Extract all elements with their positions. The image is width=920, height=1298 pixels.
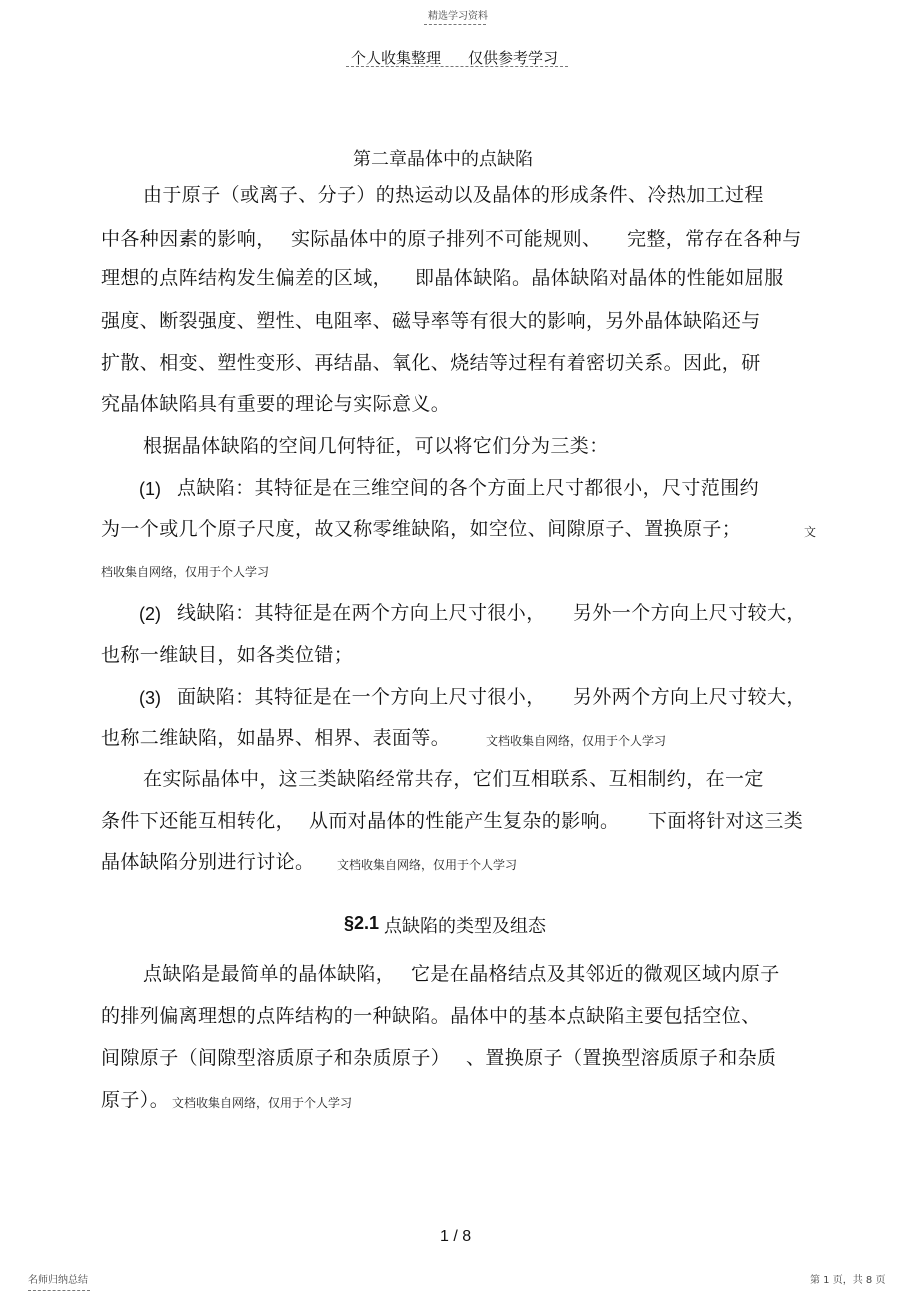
intro-line-6: 究晶体缺陷具有重要的理论与实际意义。 — [101, 393, 451, 415]
item-1-note-b: 档收集自网络，仅用于个人学习 — [101, 565, 270, 579]
point-line-2: 的排列偏离理想的点阵结构的一种缺陷。晶体中的基本点缺陷主要包括空位、 — [101, 1005, 761, 1027]
chapter-title: 第二章晶体中的点缺陷 — [353, 149, 533, 170]
intro-line-2b: 实际晶体中的原子排列不可能规则、 — [291, 228, 602, 250]
item-1-line-1: 点缺陷：其特征是在三维空间的各个方面上尺寸都很小，尺寸范围约 — [177, 477, 760, 499]
item-1-number: (1) — [139, 479, 161, 499]
item-2-line-1a: 线缺陷：其特征是在两个方向上尺寸很小， — [177, 602, 546, 624]
section-number: §2.1 — [344, 913, 380, 933]
coexist-line-2b: 从而对晶体的性能产生复杂的影响。 — [309, 810, 620, 832]
item-1-note-a: 文 — [804, 525, 817, 539]
point-line-1a: 点缺陷是最简单的晶体缺陷， — [143, 963, 396, 985]
intro-line-2a: 中各种因素的影响， — [101, 228, 276, 250]
intro-line-3a: 理想的点阵结构发生偏差的区域， — [101, 267, 393, 289]
point-line-3b: 、置换原子（置换型溶质原子和杂质 — [466, 1047, 777, 1069]
item-2-line-2: 也称一维缺目，如各类位错； — [101, 644, 354, 666]
classify-line: 根据晶体缺陷的空间几何特征，可以将它们分为三类： — [143, 435, 609, 457]
item-3-note: 文档收集自网络，仅用于个人学习 — [486, 734, 667, 748]
coexist-line-1: 在实际晶体中，这三类缺陷经常共存，它们互相联系、互相制约，在一定 — [143, 768, 764, 790]
header-right: 仅供参考学习 — [468, 49, 559, 67]
coexist-line-2a: 条件下还能互相转化， — [101, 810, 296, 832]
coexist-line-3: 晶体缺陷分别进行讨论。 — [101, 851, 315, 873]
intro-line-4: 强度、断裂强度、塑性、电阻率、磁导率等有很大的影响，另外晶体缺陷还与 — [101, 310, 761, 332]
intro-line-2c: 完整，常存在各种与 — [627, 228, 802, 250]
item-1-line-2: 为一个或几个原子尺度，故又称零维缺陷，如空位、间隙原子、置换原子； — [101, 518, 742, 540]
item-3-number: (3) — [139, 688, 161, 708]
coexist-line-2c: 下面将针对这三类 — [648, 810, 804, 832]
footer-left: 名师归纳总结 — [28, 1275, 88, 1286]
item-3-line-2: 也称二维缺陷，如晶界、相界、表面等。 — [101, 727, 451, 749]
item-3-line-1a: 面缺陷：其特征是在一个方向上尺寸很小， — [177, 686, 546, 708]
footer-right: 第 1 页，共 8 页 — [810, 1275, 886, 1286]
section-title: 点缺陷的类型及组态 — [384, 916, 546, 937]
header-left: 个人收集整理 — [351, 49, 442, 67]
coexist-note: 文档收集自网络，仅用于个人学习 — [337, 858, 518, 872]
header-underline — [346, 66, 568, 67]
intro-line-3b: 即晶体缺陷。晶体缺陷对晶体的性能如屈服 — [415, 267, 784, 289]
point-line-3a: 间隙原子（间隙型溶质原子和杂质原子） — [101, 1047, 451, 1069]
point-line-1b: 它是在晶格结点及其邻近的微观区域内原子 — [411, 963, 780, 985]
page-number: 1 / 8 — [440, 1228, 472, 1245]
footer-left-underline — [28, 1290, 90, 1291]
intro-line-1: 由于原子（或离子、分子）的热运动以及晶体的形成条件、冷热加工过程 — [143, 184, 764, 206]
point-note: 文档收集自网络，仅用于个人学习 — [172, 1096, 353, 1110]
item-2-number: (2) — [139, 604, 161, 624]
item-3-line-1b: 另外两个方向上尺寸较大， — [573, 686, 806, 708]
top-label: 精选学习资料 — [428, 11, 488, 22]
item-2-line-1b: 另外一个方向上尺寸较大， — [573, 602, 806, 624]
top-label-underline — [424, 24, 486, 25]
intro-line-5: 扩散、相变、塑性变形、再结晶、氧化、烧结等过程有着密切关系。因此，研 — [101, 352, 761, 374]
point-line-4: 原子）。 — [101, 1089, 170, 1111]
